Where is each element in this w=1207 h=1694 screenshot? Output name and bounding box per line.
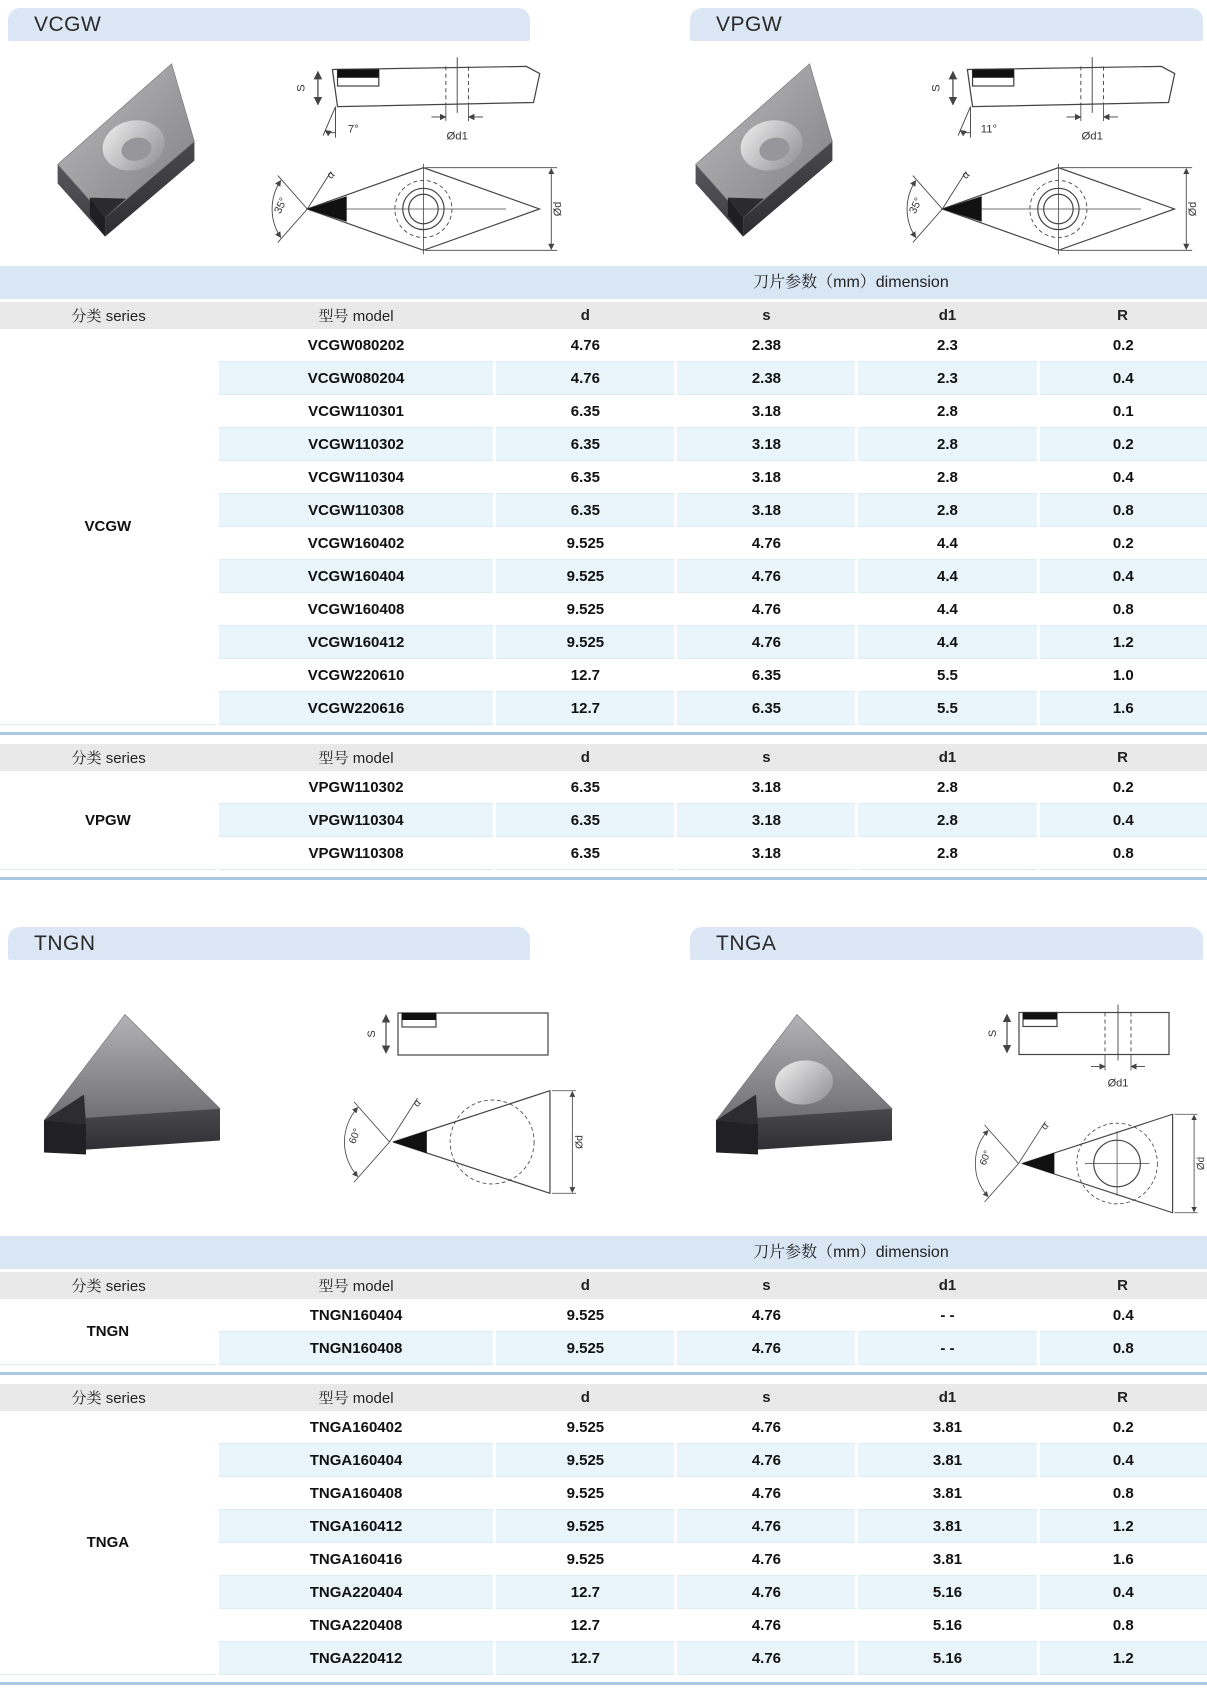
- value-cell: 4.76: [676, 1477, 857, 1510]
- model-cell: VCGW110304: [217, 461, 495, 494]
- value-cell: 3.18: [676, 837, 857, 870]
- tnga-technical-drawings: [967, 1000, 1207, 1231]
- column-header: s: [676, 1384, 857, 1411]
- model-cell: TNGA220408: [217, 1609, 495, 1642]
- value-cell: 6.35: [495, 428, 676, 461]
- value-cell: 4.76: [676, 1642, 857, 1675]
- spec-table-tnga: [0, 1384, 1207, 1675]
- model-cell: VCGW110308: [217, 494, 495, 527]
- spec-table-vcgw: [0, 302, 1207, 725]
- section2-images-row: [0, 960, 1207, 1228]
- insert-diameter-label: Ød: [1195, 1156, 1207, 1171]
- vpgw-side-view-drawing: [918, 53, 1188, 151]
- value-cell: 9.525: [495, 1543, 676, 1576]
- column-header: 分类 series: [0, 744, 217, 771]
- column-header: d1: [857, 302, 1038, 329]
- thickness-label: S: [930, 84, 943, 92]
- value-cell: 9.525: [495, 626, 676, 659]
- section-divider: [0, 1372, 1207, 1375]
- model-cell: TNGA160412: [217, 1510, 495, 1543]
- section-divider: [0, 1682, 1207, 1685]
- diamond-insert-3d-image: [50, 53, 240, 253]
- value-cell: 9.525: [495, 1332, 676, 1365]
- value-cell: 4.76: [676, 593, 857, 626]
- value-cell: 0.4: [1038, 1299, 1207, 1332]
- column-header-row: [0, 1384, 1207, 1411]
- model-cell: VPGW110302: [217, 771, 495, 804]
- tngn-plan-view-drawing: [341, 1072, 591, 1212]
- value-cell: 6.35: [495, 771, 676, 804]
- spec-table-tngn: [0, 1272, 1207, 1365]
- vcgw-insert-photo: [50, 53, 240, 258]
- value-cell: 2.8: [857, 771, 1038, 804]
- model-cell: TNGA220404: [217, 1576, 495, 1609]
- column-header: d1: [857, 1272, 1038, 1299]
- value-cell: 1.2: [1038, 1642, 1207, 1675]
- value-cell: 3.18: [676, 804, 857, 837]
- tngn-technical-drawings: [335, 1000, 597, 1212]
- value-cell: 4.4: [857, 527, 1038, 560]
- value-cell: 0.2: [1038, 329, 1207, 362]
- column-header-row: [0, 1272, 1207, 1299]
- value-cell: 4.4: [857, 626, 1038, 659]
- series-label: VPGW: [0, 771, 217, 870]
- column-header: 型号 model: [217, 744, 495, 771]
- spec-table-vpgw: [0, 744, 1207, 870]
- thickness-label: S: [366, 1030, 378, 1038]
- tnga-plan-view-drawing: [972, 1096, 1207, 1231]
- column-header: d: [495, 302, 676, 329]
- model-cell: VCGW110302: [217, 428, 495, 461]
- value-cell: - -: [857, 1332, 1038, 1365]
- value-cell: 0.2: [1038, 428, 1207, 461]
- tip-angle-label: 35°: [907, 195, 925, 216]
- column-header: R: [1038, 744, 1207, 771]
- column-header: d1: [857, 1384, 1038, 1411]
- value-cell: 6.35: [495, 804, 676, 837]
- section-title-tngn: TNGN: [8, 927, 530, 960]
- section-title-vcgw: VCGW: [8, 8, 530, 41]
- value-cell: - -: [857, 1299, 1038, 1332]
- table-row: [0, 1411, 1207, 1444]
- value-cell: 2.3: [857, 362, 1038, 395]
- table-row: [0, 1299, 1207, 1332]
- vcgw-side-view-drawing: [283, 53, 553, 151]
- model-cell: TNGN160404: [217, 1299, 495, 1332]
- value-cell: 2.8: [857, 428, 1038, 461]
- value-cell: 5.16: [857, 1642, 1038, 1675]
- value-cell: 0.2: [1038, 527, 1207, 560]
- value-cell: 12.7: [495, 1609, 676, 1642]
- value-cell: 4.76: [676, 626, 857, 659]
- vcgw-vpgw-spec-table: [0, 266, 1207, 880]
- dimension-band: [0, 266, 1207, 299]
- section2-title-row: [0, 927, 1207, 960]
- column-header: 型号 model: [217, 302, 495, 329]
- alpha-label: α: [1039, 1120, 1052, 1133]
- value-cell: 3.18: [676, 494, 857, 527]
- value-cell: 4.76: [676, 1444, 857, 1477]
- value-cell: 3.81: [857, 1411, 1038, 1444]
- hole-diameter-label: Ød1: [1081, 130, 1103, 143]
- value-cell: 12.7: [495, 692, 676, 725]
- series-label: TNGA: [0, 1411, 217, 1675]
- value-cell: 4.76: [676, 1510, 857, 1543]
- model-cell: VCGW080204: [217, 362, 495, 395]
- dimension-band-label: 刀片参数（mm）dimension: [753, 274, 949, 291]
- value-cell: 0.2: [1038, 771, 1207, 804]
- thickness-label: S: [987, 1029, 999, 1038]
- column-header: R: [1038, 1384, 1207, 1411]
- value-cell: 9.525: [495, 1444, 676, 1477]
- vcgw-plan-view-drawing: [268, 151, 568, 266]
- dimension-band-label: 刀片参数（mm）dimension: [753, 1244, 949, 1261]
- value-cell: 4.76: [495, 362, 676, 395]
- value-cell: 4.76: [676, 1576, 857, 1609]
- value-cell: 3.81: [857, 1444, 1038, 1477]
- value-cell: 2.3: [857, 329, 1038, 362]
- tip-angle-label: 60°: [347, 1127, 364, 1146]
- value-cell: 0.4: [1038, 560, 1207, 593]
- value-cell: 0.8: [1038, 1332, 1207, 1365]
- value-cell: 9.525: [495, 527, 676, 560]
- column-header: d1: [857, 744, 1038, 771]
- tngn-insert-photo: [30, 1000, 235, 1170]
- table-row: [0, 771, 1207, 804]
- insert-diameter-label: Ød: [552, 201, 565, 217]
- value-cell: 2.8: [857, 395, 1038, 428]
- value-cell: 3.81: [857, 1477, 1038, 1510]
- series-label: TNGN: [0, 1299, 217, 1365]
- tngn-tnga-spec-table: [0, 1236, 1207, 1685]
- column-header: d: [495, 1384, 676, 1411]
- model-cell: TNGN160408: [217, 1332, 495, 1365]
- clearance-angle-label: 7°: [347, 123, 359, 136]
- value-cell: 6.35: [495, 494, 676, 527]
- value-cell: 5.16: [857, 1576, 1038, 1609]
- model-cell: VCGW220610: [217, 659, 495, 692]
- model-cell: VCGW080202: [217, 329, 495, 362]
- value-cell: 2.38: [676, 329, 857, 362]
- value-cell: 3.81: [857, 1543, 1038, 1576]
- model-cell: VCGW160402: [217, 527, 495, 560]
- value-cell: 0.8: [1038, 837, 1207, 870]
- section1-images-row: [0, 41, 1207, 258]
- vpgw-plan-view-drawing: [903, 151, 1203, 266]
- value-cell: 5.5: [857, 659, 1038, 692]
- value-cell: 0.8: [1038, 1477, 1207, 1510]
- value-cell: 2.8: [857, 837, 1038, 870]
- value-cell: 3.18: [676, 395, 857, 428]
- value-cell: 0.4: [1038, 804, 1207, 837]
- model-cell: TNGA160408: [217, 1477, 495, 1510]
- tip-angle-label: 35°: [272, 195, 290, 216]
- section-gap: [0, 889, 1207, 927]
- alpha-label: α: [411, 1097, 424, 1110]
- tnga-side-view-drawing: [987, 1000, 1197, 1096]
- value-cell: 4.76: [676, 1543, 857, 1576]
- model-cell: VPGW110308: [217, 837, 495, 870]
- value-cell: 9.525: [495, 593, 676, 626]
- tip-angle-label: 60°: [977, 1149, 994, 1168]
- hole-diameter-label: Ød1: [1107, 1077, 1129, 1090]
- section-title-tnga: TNGA: [690, 927, 1203, 960]
- insert-diameter-label: Ød: [1187, 201, 1200, 217]
- value-cell: 4.4: [857, 593, 1038, 626]
- value-cell: 6.35: [676, 659, 857, 692]
- section1-title-row: [0, 0, 1207, 41]
- value-cell: 4.76: [676, 560, 857, 593]
- value-cell: 6.35: [495, 461, 676, 494]
- column-header: 分类 series: [0, 302, 217, 329]
- column-header: s: [676, 1272, 857, 1299]
- value-cell: 3.81: [857, 1510, 1038, 1543]
- value-cell: 3.18: [676, 428, 857, 461]
- value-cell: 1.2: [1038, 1510, 1207, 1543]
- value-cell: 12.7: [495, 659, 676, 692]
- model-cell: VCGW220616: [217, 692, 495, 725]
- value-cell: 1.6: [1038, 1543, 1207, 1576]
- value-cell: 9.525: [495, 560, 676, 593]
- model-cell: VCGW160404: [217, 560, 495, 593]
- tnga-insert-photo: [702, 1000, 907, 1170]
- value-cell: 4.4: [857, 560, 1038, 593]
- thickness-label: S: [295, 84, 308, 92]
- value-cell: 0.4: [1038, 461, 1207, 494]
- column-header: 型号 model: [217, 1272, 495, 1299]
- column-header: d: [495, 744, 676, 771]
- column-header: d: [495, 1272, 676, 1299]
- model-cell: VCGW110301: [217, 395, 495, 428]
- value-cell: 0.8: [1038, 1609, 1207, 1642]
- value-cell: 4.76: [676, 1332, 857, 1365]
- section-divider: [0, 877, 1207, 880]
- alpha-label: α: [959, 168, 973, 182]
- column-header: 分类 series: [0, 1272, 217, 1299]
- table-row: [0, 329, 1207, 362]
- value-cell: 0.1: [1038, 395, 1207, 428]
- value-cell: 6.35: [495, 395, 676, 428]
- value-cell: 3.18: [676, 771, 857, 804]
- value-cell: 5.5: [857, 692, 1038, 725]
- value-cell: 12.7: [495, 1576, 676, 1609]
- value-cell: 4.76: [495, 329, 676, 362]
- value-cell: 5.16: [857, 1609, 1038, 1642]
- value-cell: 1.6: [1038, 692, 1207, 725]
- value-cell: 0.4: [1038, 1576, 1207, 1609]
- vpgw-technical-drawings: [903, 53, 1203, 266]
- model-cell: TNGA220412: [217, 1642, 495, 1675]
- insert-diameter-label: Ød: [574, 1135, 586, 1149]
- value-cell: 6.35: [676, 692, 857, 725]
- model-cell: TNGA160416: [217, 1543, 495, 1576]
- value-cell: 9.525: [495, 1510, 676, 1543]
- value-cell: 12.7: [495, 1642, 676, 1675]
- model-cell: VCGW160408: [217, 593, 495, 626]
- value-cell: 0.8: [1038, 494, 1207, 527]
- column-header-row: [0, 744, 1207, 771]
- vcgw-technical-drawings: [268, 53, 568, 266]
- section-divider: [0, 732, 1207, 735]
- clearance-angle-label: 11°: [980, 123, 998, 136]
- value-cell: 4.76: [676, 1411, 857, 1444]
- triangle-insert-3d-image: [30, 1000, 235, 1165]
- triangle-insert-3d-image: [702, 1000, 907, 1165]
- value-cell: 2.8: [857, 461, 1038, 494]
- model-cell: TNGA160404: [217, 1444, 495, 1477]
- column-header: s: [676, 302, 857, 329]
- value-cell: 9.525: [495, 1477, 676, 1510]
- model-cell: TNGA160402: [217, 1411, 495, 1444]
- column-header: 型号 model: [217, 1384, 495, 1411]
- column-header: R: [1038, 302, 1207, 329]
- diamond-insert-3d-image: [688, 53, 878, 253]
- value-cell: 0.4: [1038, 1444, 1207, 1477]
- series-label: VCGW: [0, 329, 217, 725]
- hole-diameter-label: Ød1: [446, 130, 468, 143]
- column-header-row: [0, 302, 1207, 329]
- vpgw-insert-photo: [688, 53, 878, 258]
- value-cell: 9.525: [495, 1299, 676, 1332]
- column-header: 分类 series: [0, 1384, 217, 1411]
- value-cell: 0.8: [1038, 593, 1207, 626]
- dimension-band: [0, 1236, 1207, 1269]
- value-cell: 9.525: [495, 1411, 676, 1444]
- value-cell: 4.76: [676, 1609, 857, 1642]
- value-cell: 3.18: [676, 461, 857, 494]
- tngn-side-view-drawing: [366, 1000, 566, 1072]
- value-cell: 1.2: [1038, 626, 1207, 659]
- column-header: s: [676, 744, 857, 771]
- alpha-label: α: [324, 168, 338, 182]
- value-cell: 0.4: [1038, 362, 1207, 395]
- value-cell: 4.76: [676, 527, 857, 560]
- value-cell: 4.76: [676, 1299, 857, 1332]
- value-cell: 1.0: [1038, 659, 1207, 692]
- section-title-vpgw: VPGW: [690, 8, 1203, 41]
- value-cell: 2.8: [857, 804, 1038, 837]
- column-header: R: [1038, 1272, 1207, 1299]
- value-cell: 0.2: [1038, 1411, 1207, 1444]
- model-cell: VPGW110304: [217, 804, 495, 837]
- value-cell: 2.8: [857, 494, 1038, 527]
- value-cell: 2.38: [676, 362, 857, 395]
- model-cell: VCGW160412: [217, 626, 495, 659]
- value-cell: 6.35: [495, 837, 676, 870]
